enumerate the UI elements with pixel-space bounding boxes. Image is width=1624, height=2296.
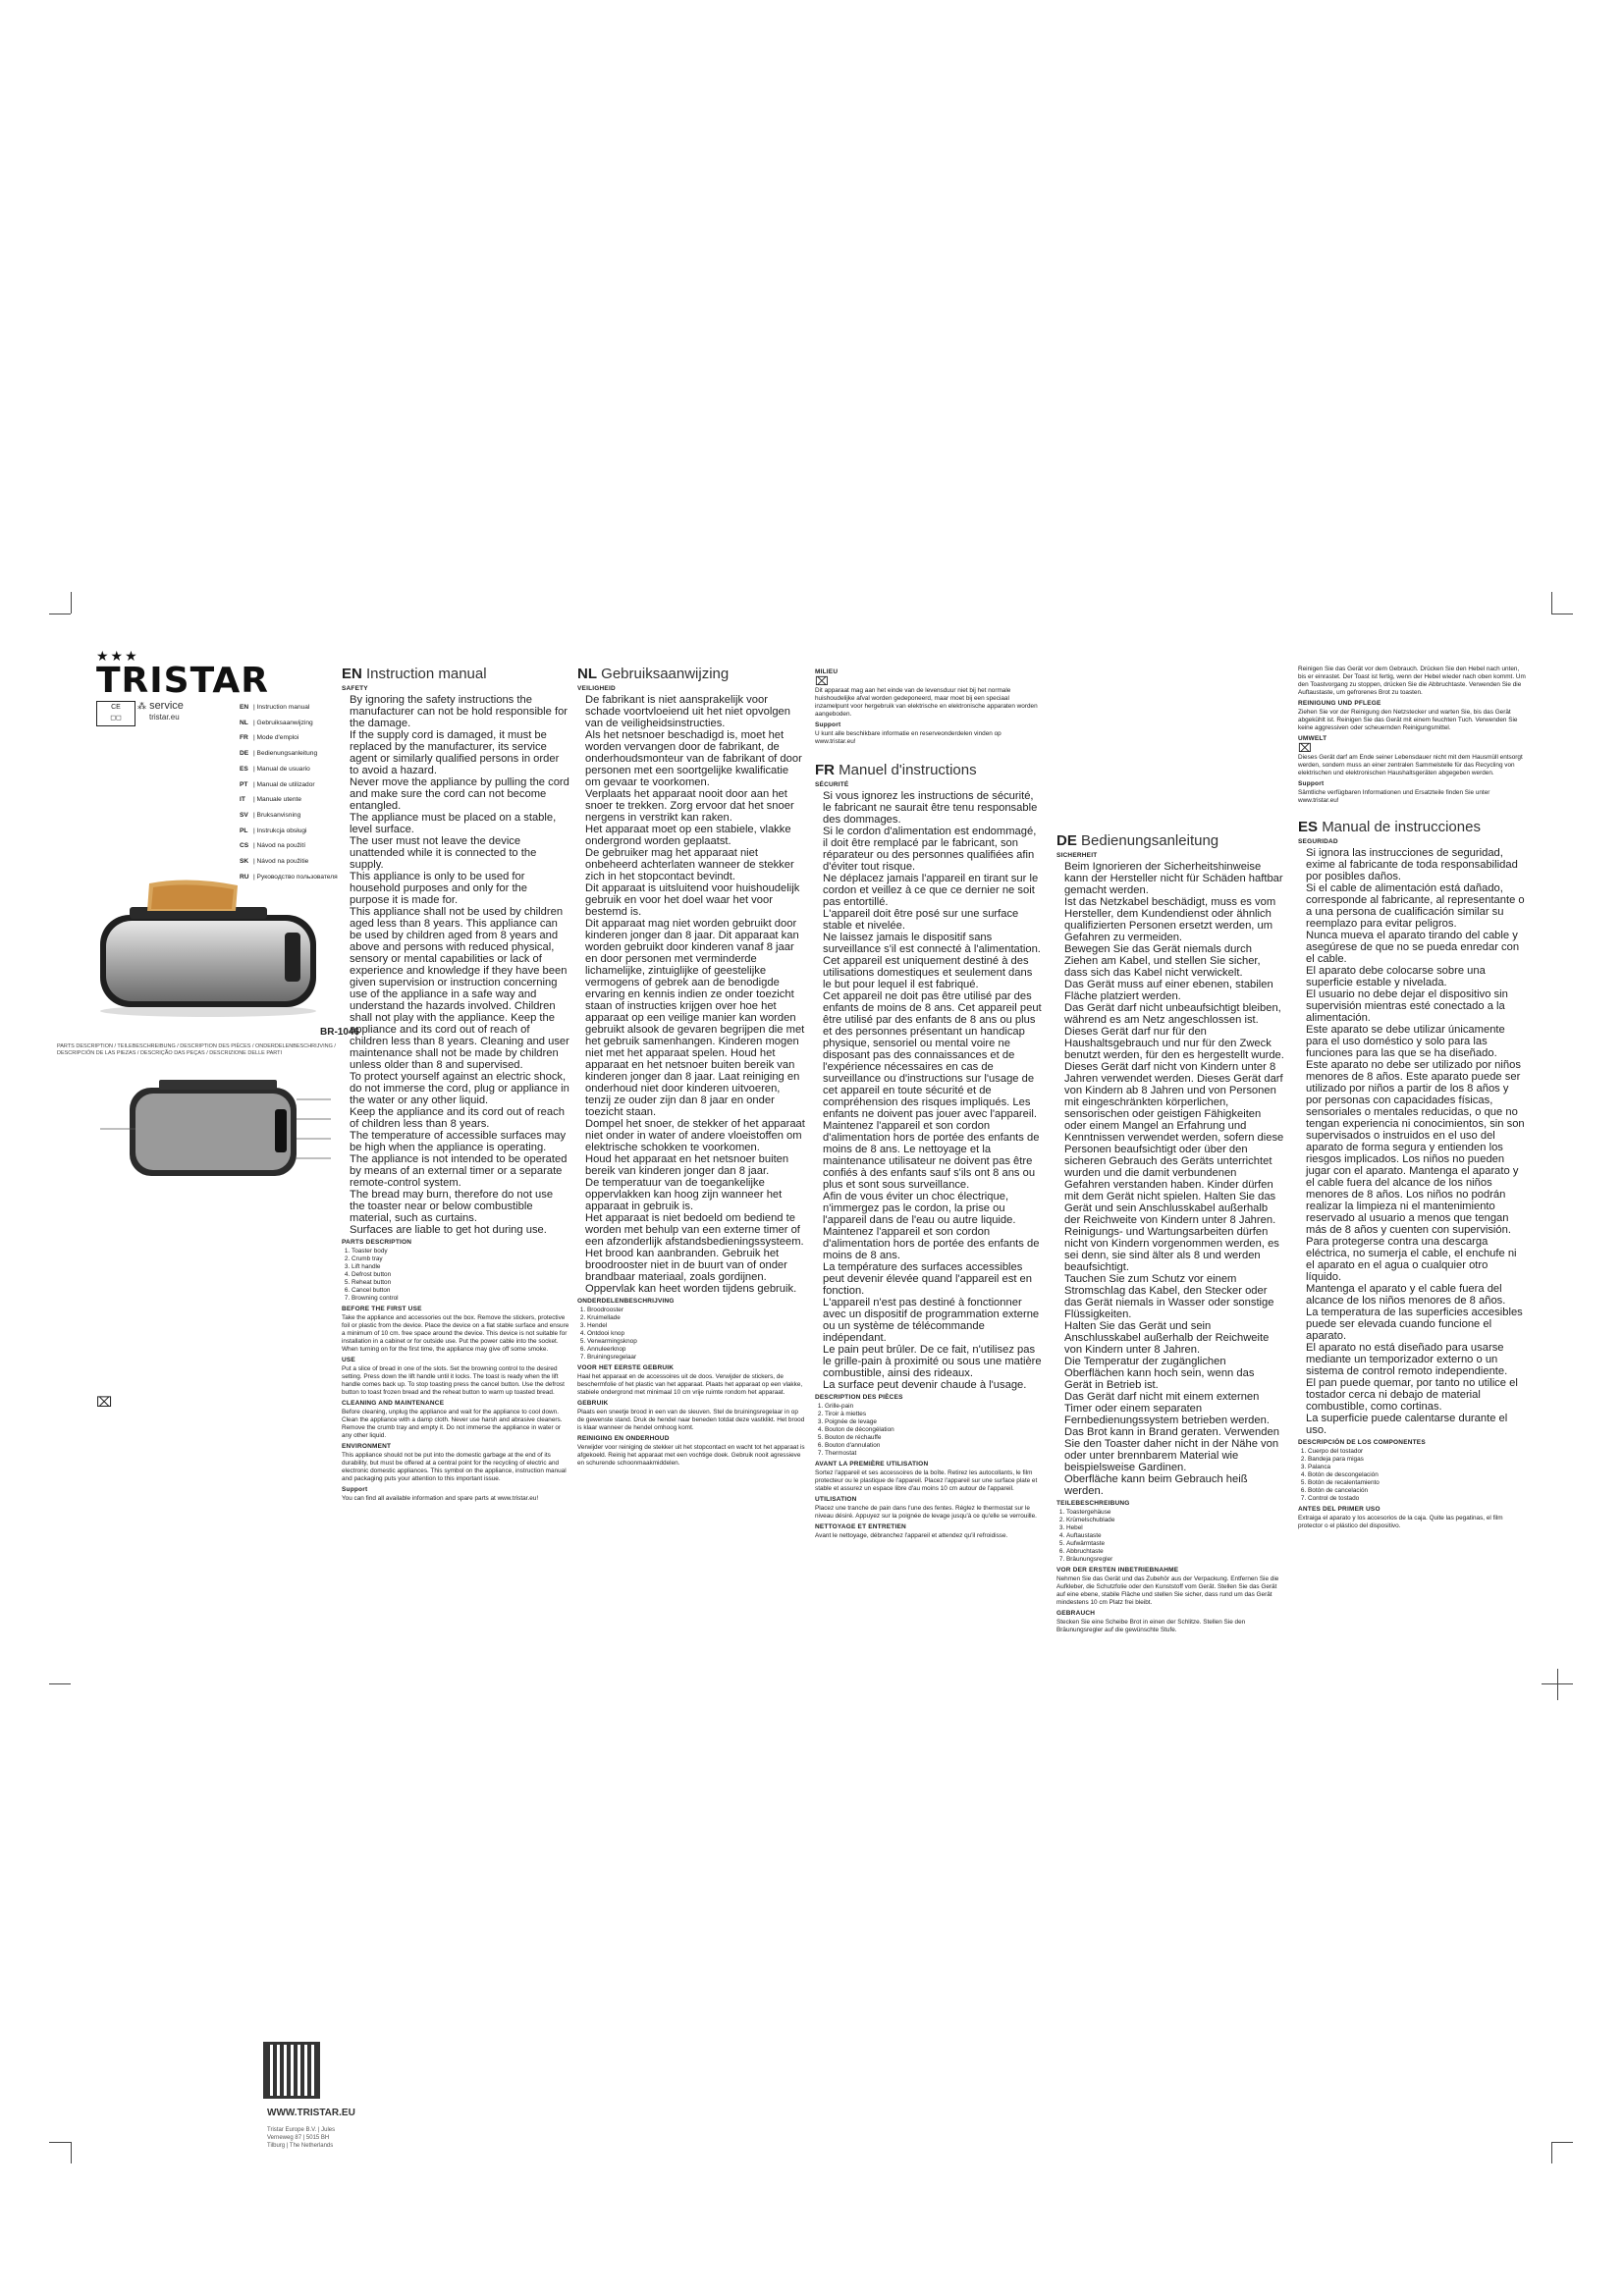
list-item: • El aparato debe colocarse sobre una superficie estable y nivelada. <box>1306 965 1526 988</box>
list-item: 2. Krümelschublade <box>1066 1517 1284 1524</box>
parts-caption: PARTS DESCRIPTION / TEILEBESCHREIBUNG / DESCRIPTION DES PIÈCES / ONDERDELENBESCHRIJVING / DESCRIPCIÓN DE LAS PIEZAS / DESCRIÇÃO DAS PEÇAS / DESCRIZIONE DELLE PARTI <box>57 1043 336 1056</box>
list-item: • El usuario no debe dejar el dispositivo sin supervisión mientras esté conectado a la alimentación. <box>1306 988 1526 1024</box>
list-item: 4. Defrost button <box>352 1271 569 1279</box>
brand-block <box>96 648 269 701</box>
list-item: 5. Bouton de réchauffe <box>825 1434 1043 1442</box>
list-item: • Het brood kan aanbranden. Gebruik het broodrooster niet in de buurt van of onder brandbaar materiaal, zoals gordijnen. <box>585 1248 805 1283</box>
parts-list <box>577 1307 805 1362</box>
support-text: You can find all available information and spare parts at www.tristar.eu! <box>342 1495 539 1502</box>
cleaning-heading: REINIGUNG UND PFLEGE <box>1298 700 1381 707</box>
list-item: 1. Cuerpo del tostador <box>1308 1448 1526 1456</box>
list-item: 1. Toastergehäuse <box>1066 1509 1284 1517</box>
language-list <box>240 700 338 884</box>
cleaning-text: Avant le nettoyage, débranchez l'appareil et attendez qu'il refroidisse. <box>815 1531 1008 1539</box>
language-item: CS | Návod na použití <box>240 842 306 850</box>
before-first-use-heading: VOR DER ERSTEN INBETRIEBNAHME <box>1056 1567 1179 1574</box>
list-item: 7. Thermostat <box>825 1450 1043 1458</box>
list-item: 2. Crumb tray <box>352 1255 569 1263</box>
list-item: 5. Botón de recalentamiento <box>1308 1479 1526 1487</box>
list-item: 3. Poignée de levage <box>825 1418 1043 1426</box>
environment-heading: MILIEU <box>815 668 839 675</box>
support-heading: Support <box>1298 779 1325 787</box>
list-item: 1. Toaster body <box>352 1248 569 1255</box>
before-first-use-text: Take the appliance and accessories out the box. Remove the stickers, protective foil or plastic from the device. Place the device on a flat stable surface and ensure a minimum of 10 cm. free space around the device. This device is not suitable for installation in a cabinet or for outside use. Put the power cable into the socket. When turning on for the first time, the appliance may give off some smoke. <box>342 1314 569 1353</box>
list-item: 4. Auftaustaste <box>1066 1532 1284 1540</box>
list-item: • Tauchen Sie zum Schutz vor einem Stromschlag das Kabel, den Stecker oder das Gerät niemals in Wasser oder sonstige Flüssigkeiten. <box>1064 1273 1284 1320</box>
crop-mark <box>1551 592 1552 614</box>
language-item: DE | Bedienungsanleitung <box>240 750 318 758</box>
cleaning-text: Ziehen Sie vor der Reinigung den Netzstecker und warten Sie, bis das Gerät abgekühlt ist. Reinigen Sie das Gerät mit einem feuchten Tuch. Verwenden Sie keine aggressiven oder scheuernden Reinigungsmittel. <box>1298 709 1518 731</box>
list-item: • Dieses Gerät darf nicht von Kindern unter 8 Jahren verwendet werden. Dieses Gerät darf von Kindern ab 8 Jahren und von Personen mit eingeschränkten körperlichen, sensorischen oder geistigen Fähigkeiten oder einem Mangel an Erfahrung und Kenntnissen verwendet werden, sofern diese Personen beaufsichtigt oder über den sicheren Gebrauch des Geräts unterrichtet wurden und die damit verbundenen Gefahren verstanden haben. Kinder dürfen mit dem Gerät nicht spielen. Halten Sie das Gerät und sein Anschlusskabel außerhalb der Reichweite von Kindern unter 8 Jahren. Reinigungs- und Wartungsarbeiten dürfen nicht von Kindern vorgenommen werden, es sei denn, sie sind älter als 8 und werden beaufsichtigt. <box>1064 1061 1284 1273</box>
section-title-en: EN Instruction manual <box>342 666 487 682</box>
list-item: • Keep the appliance and its cord out of reach of children less than 8 years. <box>350 1106 569 1130</box>
use-heading: UTILISATION <box>815 1495 857 1503</box>
list-item: • The user must not leave the device unattended while it is connected to the supply. <box>350 835 569 871</box>
list-item: • Para protegerse contra una descarga eléctrica, no sumerja el cable, el enchufe ni el aparato en el agua o cualquier otro líquido. <box>1306 1236 1526 1283</box>
list-item: • Oberfläche kann beim Gebrauch heiß werden. <box>1064 1473 1284 1497</box>
list-item: • De gebruiker mag het apparaat niet onbeheerd achterlaten wanneer de stekker zich in het stopcontact bevindt. <box>585 847 805 882</box>
list-item: • Het apparaat moet op een stabiele, vlakke ondergrond worden geplaatst. <box>585 824 805 847</box>
list-item: • Das Gerät darf nicht mit einem externen Timer oder einem separaten Fernbedienungssystem betrieben werden. <box>1064 1391 1284 1426</box>
list-item: 6. Abbruchtaste <box>1066 1548 1284 1556</box>
language-item: ES | Manual de usuario <box>240 765 310 773</box>
brand-logo: TRISTAR <box>96 661 269 701</box>
parts-list <box>1298 1448 1526 1503</box>
list-item: • If the supply cord is damaged, it must be replaced by the manufacturer, its service agent or similarly qualified persons in order to avoid a hazard. <box>350 729 569 776</box>
parts-heading: DESCRIPCIÓN DE LOS COMPONENTES <box>1298 1438 1426 1446</box>
list-item: 6. Annuleerknop <box>587 1346 805 1354</box>
use-text: Plaats een sneetje brood in een van de sleuven. Stel de bruiningsregelaar in op de gewenste stand. Druk de hendel naar beneden totdat deze vastklikt. Het brood is klaar wanneer de hendel omhoog komt. <box>577 1409 805 1431</box>
list-item: • El pan puede quemar, por tanto no utilice el tostador cerca ni debajo de material combustible, como cortinas. <box>1306 1377 1526 1413</box>
list-item: • Si ignora las instrucciones de seguridad, exime al fabricante de toda responsabilidad por posibles daños. <box>1306 847 1526 882</box>
crop-mark <box>49 2142 71 2143</box>
list-item: 6. Cancel button <box>352 1287 569 1295</box>
safety-list <box>1298 847 1526 1436</box>
list-item: • Halten Sie das Gerät und sein Anschlusskabel außerhalb der Reichweite von Kindern unter 8 Jahren. <box>1064 1320 1284 1356</box>
list-item: • Le pain peut brûler. De ce fait, n'utilisez pas le grille-pain à proximité ou sous une matière combustible, ainsi des rideaux. <box>823 1344 1043 1379</box>
list-item: • Este aparato no debe ser utilizado por niños menores de 8 años. Este aparato puede ser utilizado por niños a partir de los 8 años y por personas con capacidades físicas, sensoriales o mentales reducidas, o que no tengan experiencia ni conocimientos, sin son supervisados o instruidos en el uso del aparato de forma segura y entienden los riesgos implicados. Los niños no pueden jugar con el aparato. Mantenga el aparato y el cable fuera del alcance de los niños menores de 8 años. Los niños no podrán realizar la limpieza ni el mantenimiento reservado al usuario a menos que tengan más de 8 años y cuenten con supervisión. <box>1306 1059 1526 1236</box>
parts-list <box>815 1403 1043 1458</box>
list-item: 6. Botón de cancelación <box>1308 1487 1526 1495</box>
before-first-use-heading: BEFORE THE FIRST USE <box>342 1306 422 1312</box>
list-item: • Dit apparaat is uitsluitend voor huishoudelijk gebruik en voor het doel waar het voor bestemd is. <box>585 882 805 918</box>
column-fr <box>815 666 1043 1947</box>
list-item: • Verplaats het apparaat nooit door aan het snoer te trekken. Zorg ervoor dat het snoer nergens in verstrikt kan raken. <box>585 788 805 824</box>
language-item: SV | Bruksanvisning <box>240 811 301 819</box>
list-item: • The bread may burn, therefore do not use the toaster near or below combustible material, such as curtains. <box>350 1189 569 1224</box>
parts-heading: TEILEBESCHREIBUNG <box>1056 1500 1130 1507</box>
before-first-use-heading: AVANT LA PREMIÈRE UTILISATION <box>815 1460 929 1468</box>
list-item: 7. Control de tostado <box>1308 1495 1526 1503</box>
list-item: • Dompel het snoer, de stekker of het apparaat niet onder in water of andere vloeistoffen om elektrische schokken te voorkomen. <box>585 1118 805 1153</box>
safety-heading: SICHERHEIT <box>1056 852 1098 859</box>
list-item: • Ne déplacez jamais l'appareil en tirant sur le cordon et veillez à ce que ce dernier ne soit pas entortillé. <box>823 873 1043 908</box>
column-de <box>1056 666 1284 1947</box>
list-item: 4. Botón de descongelación <box>1308 1471 1526 1479</box>
section-title-es: ES Manual de instrucciones <box>1298 818 1481 835</box>
model-number: BR-1046 <box>320 1027 360 1038</box>
cleaning-text: Verwijder voor reiniging de stekker uit het stopcontact en wacht tot het apparaat is afgekoeld. Reinig het apparaat met een vochtige doek. Gebruik nooit agressieve en schurende schoonmaakmiddelen. <box>577 1444 805 1467</box>
cleaning-heading: REINIGING EN ONDERHOUD <box>577 1435 670 1442</box>
list-item: • Si el cable de alimentación está dañado, corresponde al fabricante, al representante o a una persona de cualificación similar su reemplazo para evitar peligros. <box>1306 882 1526 930</box>
language-item: EN | Instruction manual <box>240 704 310 711</box>
list-item: 6. Bouton d'annulation <box>825 1442 1043 1450</box>
service-block <box>137 701 184 722</box>
crop-mark <box>1551 2142 1552 2163</box>
list-item: • The appliance must be placed on a stable, level surface. <box>350 812 569 835</box>
environment-text: Dieses Gerät darf am Ende seiner Lebensdauer nicht mit dem Hausmüll entsorgt werden, sondern muss an einer zentralen Sammelstelle für das Recycling von elektrischen und elektronischen Haushaltsgeräten abgegeben werden. <box>1298 753 1523 776</box>
company-address: Tristar Europe B.V. | Jules Verneweg 87 | 5015 BH Tilburg | The Netherlands <box>267 2127 336 2149</box>
list-item: • The appliance is not intended to be operated by means of an external timer or a separate remote-control system. <box>350 1153 569 1189</box>
before-first-use-text: Extraiga el aparato y los accesorios de la caja. Quite las pegatinas, el film protector o el plástico del dispositivo. <box>1298 1514 1503 1529</box>
parts-diagram <box>90 1070 346 1188</box>
language-item: RU | Руководство пользователя <box>240 873 338 881</box>
language-item: FR | Mode d'emploi <box>240 734 299 742</box>
column-en <box>342 666 569 1947</box>
list-item: • La surface peut devenir chaude à l'usage. <box>823 1379 1043 1391</box>
safety-list <box>577 694 805 1295</box>
safety-heading: SÉCURITÉ <box>815 780 849 788</box>
safety-heading: SEGURIDAD <box>1298 837 1338 845</box>
list-item: • Nunca mueva el aparato tirando del cable y asegúrese de que no se pueda enredar con el cable. <box>1306 930 1526 965</box>
list-item: 1. Broodrooster <box>587 1307 805 1314</box>
parts-heading: ONDERDELENBESCHRIJVING <box>577 1298 675 1305</box>
list-item: 1. Grille-pain <box>825 1403 1043 1411</box>
before-first-use-text: Nehmen Sie das Gerät und das Zubehör aus der Verpackung. Entfernen Sie die Aufkleber, die Schutzfolie oder den Kunststoff vom Gerät. Stellen Sie das Gerät auf eine ebene, stabile Fläche und stellen Sie sicher, dass rund um das Gerät mindestens 10 cm Platz frei bleibt. <box>1056 1575 1279 1606</box>
list-item: • Ist das Netzkabel beschädigt, muss es vom Hersteller, dem Kundendienst oder ähnlich qualifizierten Personen ersetzt werden, um Gefahren zu vermeiden. <box>1064 896 1284 943</box>
support-text: Sämtliche verfügbaren Informationen und Ersatzteile finden Sie unter www.tristar.eu! <box>1298 788 1490 804</box>
toaster-product-image <box>90 874 326 1021</box>
list-item: • De fabrikant is niet aansprakelijk voor schade voortvloeiend uit het niet opvolgen van de veiligheidsinstructies. <box>585 694 805 729</box>
environment-text: This appliance should not be put into the domestic garbage at the end of its durability, but must be offered at a central point for the recycling of electric and electronic domestic appliances. This symbol on the appliance, instruction manual and packaging puts your attention to this important issue. <box>342 1452 567 1482</box>
column-nl <box>577 666 805 1947</box>
parts-list <box>1056 1509 1284 1564</box>
language-item: SK | Návod na použitie <box>240 858 309 866</box>
use-text: Placez une tranche de pain dans l'une des fentes. Réglez le thermostat sur le niveau désiré. Appuyez sur la poignée de levage jusqu'à ce qu'elle se verrouille. <box>815 1504 1037 1520</box>
service-title: service <box>149 700 184 712</box>
weee-bin-icon: ⌧ <box>96 1394 113 1410</box>
use-text: Put a slice of bread in one of the slots. Set the browning control to the desired setting. Press down the lift handle until it locks. The toast is ready when the lift handle comes back up. To stop toasting press the cancel button. Use the defrost button to toast frozen bread and the reheat button to warm up toasted bread. <box>342 1365 565 1396</box>
safety-heading: VEILIGHEID <box>577 685 616 692</box>
service-url: tristar.eu <box>149 713 180 721</box>
parts-list <box>342 1248 569 1303</box>
list-item: 5. Aufwärmtaste <box>1066 1540 1284 1548</box>
list-item: • De temperatuur van de toegankelijke oppervlakken kan hoog zijn wanneer het apparaat in gebruik is. <box>585 1177 805 1212</box>
list-item: • Si vous ignorez les instructions de sécurité, le fabricant ne saurait être tenu responsable des dommages. <box>823 790 1043 826</box>
list-item: • Este aparato se debe utilizar únicamente para el uso doméstico y solo para las funciones para las que se ha diseñado. <box>1306 1024 1526 1059</box>
list-item: • Dieses Gerät darf nur für den Haushaltsgebrauch und nur für den Zweck benutzt werden, für den es hergestellt wurde. <box>1064 1026 1284 1061</box>
use-heading: USE <box>342 1357 355 1363</box>
support-text: U kunt alle beschikbare informatie en reserveonderdelen vinden op www.tristar.eu! <box>815 729 1001 745</box>
weee-bin-icon: ⌧ <box>1298 741 1312 755</box>
list-item: • Die Temperatur der zugänglichen Oberflächen kann hoch sein, wenn das Gerät in Betrieb ist. <box>1064 1356 1284 1391</box>
list-item: • Ne laissez jamais le dispositif sans surveillance s'il est connecté à l'alimentation. <box>823 932 1043 955</box>
list-item: • El aparato no está diseñado para usarse mediante un temporizador externo o un sistema de control remoto independiente. <box>1306 1342 1526 1377</box>
before-first-use-heading: VOOR HET EERSTE GEBRUIK <box>577 1364 675 1371</box>
list-item: • Het apparaat is niet bedoeld om bediend te worden met behulp van een externe timer of een afzonderlijk afstandsbedieningssysteem. <box>585 1212 805 1248</box>
list-item: • Das Gerät darf nicht unbeaufsichtigt bleiben, während es am Netz angeschlossen ist. <box>1064 1002 1284 1026</box>
crop-mark <box>1551 2142 1573 2143</box>
list-item: 7. Bruiningsregelaar <box>587 1354 805 1362</box>
crop-mark <box>71 2142 72 2163</box>
list-item: 2. Tiroir à miettes <box>825 1411 1043 1418</box>
safety-heading: SAFETY <box>342 685 368 692</box>
list-item: 3. Palanca <box>1308 1464 1526 1471</box>
list-item: • This appliance shall not be used by children aged less than 8 years. This appliance can be used by children aged from 8 years and above and persons with reduced physical, sensory or mental capabilities or lack of experience and knowledge if they have been given supervision or instruction concerning use of the appliance in a safe way and understand the hazards involved. Children shall not play with the appliance. Keep the appliance and its cord out of reach of children less than 8 years. Cleaning and user maintenance shall not be made by children unless older than 8 and supervised. <box>350 906 569 1071</box>
list-item: 7. Bräunungsregler <box>1066 1556 1284 1564</box>
list-item: • Oppervlak kan heet worden tijdens gebruik. <box>585 1283 805 1295</box>
safety-list <box>1056 861 1284 1497</box>
list-item: • Mantenga el aparato y el cable fuera del alcance de los niños menores de 8 años. <box>1306 1283 1526 1307</box>
environment-text: Dit apparaat mag aan het einde van de levensduur niet bij het normale huishoudelijke afval worden gedeponeerd, maar moet bij een speciaal inzamelpunt voor hergebruik van elektrische en elektronische apparaten worden aangeboden. <box>815 686 1038 718</box>
language-item: PT | Manual de utilizador <box>240 780 315 788</box>
list-item: • Bewegen Sie das Gerät niemals durch Ziehen am Kabel, und stellen Sie sicher, dass sich das Kabel nicht verwickelt. <box>1064 943 1284 979</box>
de-use-continued-text: Reinigen Sie das Gerät vor dem Gebrauch. Drücken Sie den Hebel nach unten, bis er einrastet. Der Toast ist fertig, wenn der Hebel wieder nach oben kommt. Um den Toastvorgang zu stoppen, drücken Sie die Abbruchtaste. Verwenden Sie die Auftaustaste, um gefrorenes Brot zu toasten. <box>1298 666 1526 696</box>
list-item: 2. Kruimellade <box>587 1314 805 1322</box>
list-item: • Surfaces are liable to get hot during use. <box>350 1224 569 1236</box>
list-item: 3. Hebel <box>1066 1524 1284 1532</box>
environment-heading: UMWELT <box>1298 735 1327 742</box>
list-item: • The temperature of accessible surfaces may be high when the appliance is operating. <box>350 1130 569 1153</box>
list-item: • Das Gerät muss auf einer ebenen, stabilen Fläche platziert werden. <box>1064 979 1284 1002</box>
section-title-de: DE Bedienungsanleitung <box>1056 832 1219 849</box>
list-item: 5. Verwarmingsknop <box>587 1338 805 1346</box>
list-item: • Maintenez l'appareil et son cordon d'alimentation hors de portée des enfants de moins de 8 ans. <box>823 1226 1043 1261</box>
list-item: • Cet appareil est uniquement destiné à des utilisations domestiques et seulement dans le but pour lequel il est fabriqué. <box>823 955 1043 990</box>
list-item: • Houd het apparaat en het netsnoer buiten bereik van kinderen jonger dan 8 jaar. <box>585 1153 805 1177</box>
list-item: 5. Reheat button <box>352 1279 569 1287</box>
list-item: • Dit apparaat mag niet worden gebruikt door kinderen jonger dan 8 jaar. Dit apparaat kan worden gebruikt door kinderen vanaf 8 jaar en door personen met verminderde lichamelijke, zintuiglijke of geestelijke vermogens of gebrek aan de benodigde ervaring en kennis indien ze onder toezicht staan of instructies krijgen over hoe het apparaat op een veilige manier kan worden gebruikt alsook de gevaren begrijpen die met het gebruik samenhangen. Kinderen mogen niet met het apparaat spelen. Houd het apparaat en het netsnoer buiten bereik van kinderen jonger dan 8 jaar. Laat reiniging en onderhoud niet door kinderen uitvoeren, tenzij ze ouder zijn dan 8 jaar en onder toezicht staan. <box>585 918 805 1118</box>
list-item: • Als het netsnoer beschadigd is, moet het worden vervangen door de fabrikant, de onderhoudsmonteur van de fabrikant of door personen met een soortgelijke kwalificatie om gevaar te voorkomen. <box>585 729 805 788</box>
language-item: NL | Gebruiksaanwijzing <box>240 719 313 726</box>
before-first-use-text: Haal het apparaat en de accessoires uit de doos. Verwijder de stickers, de beschermfolie of het plastic van het apparaat. Plaats het apparaat op een vlakke, stabiele ondergrond met minimaal 10 cm vrije ruimte rondom het apparaat. <box>577 1373 803 1396</box>
service-icon: ⁂ <box>137 701 146 711</box>
list-item: • This appliance is only to be used for household purposes and only for the purpose it is made for. <box>350 871 569 906</box>
website-label: WWW.TRISTAR.EU <box>267 2108 355 2118</box>
certification-icons <box>96 701 135 726</box>
column-es <box>1298 666 1526 1947</box>
crop-mark <box>49 1683 71 1684</box>
list-item: 2. Bandeja para migas <box>1308 1456 1526 1464</box>
list-item: • Afin de vous éviter un choc électrique, n'immergez pas le cordon, la prise ou l'appareil dans de l'eau ou autre liquide. <box>823 1191 1043 1226</box>
weee-bin-icon: ⌧ <box>815 674 829 688</box>
safety-list <box>342 694 569 1236</box>
cleaning-heading: NETTOYAGE ET ENTRETIEN <box>815 1522 906 1530</box>
section-title-fr: FR Manuel d'instructions <box>815 761 977 778</box>
cleaning-heading: CLEANING AND MAINTENANCE <box>342 1400 445 1407</box>
list-item: • La temperatura de las superficies accesibles puede ser elevada cuando funcione el aparato. <box>1306 1307 1526 1342</box>
crop-mark <box>71 592 72 614</box>
list-item: • Cet appareil ne doit pas être utilisé par des enfants de moins de 8 ans. Cet appareil peut être utilisé par des enfants de 8 ans ou plus et des personnes présentant un handicap physique, sensoriel ou mental voire ne disposant pas des connaissances et de l'expérience nécessaires en cas de surveillance ou d'instructions sur l'usage de cet appareil en toute sécurité et de compréhension des risques impliqués. Les enfants ne doivent pas jouer avec l'appareil. Maintenez l'appareil et son cordon d'alimentation hors de portée des enfants de moins de 8 ans. Le nettoyage et la maintenance utilisateur ne doivent pas être confiés à des enfants sauf s'ils ont 8 ans ou plus et sont sous surveillance. <box>823 990 1043 1191</box>
list-item: 4. Bouton de décongélation <box>825 1426 1043 1434</box>
before-first-use-text: Sortez l'appareil et ses accessoires de la boîte. Retirez les autocollants, le film protecteur ou le plastique de l'appareil. Placez l'appareil sur une surface plate et stable et assurez un espace libre d'au moins 10 cm autour de l'appareil. <box>815 1468 1038 1492</box>
list-item: • L'appareil doit être posé sur une surface stable et nivelée. <box>823 908 1043 932</box>
crop-mark <box>1557 1669 1558 1700</box>
environment-heading: ENVIRONMENT <box>342 1443 392 1450</box>
list-item: 7. Browning control <box>352 1295 569 1303</box>
list-item: • To protect yourself against an electric shock, do not immerse the cord, plug or appliance in the water or any other liquid. <box>350 1071 569 1106</box>
parts-heading: PARTS DESCRIPTION <box>342 1239 412 1246</box>
cleaning-text: Before cleaning, unplug the appliance and wait for the appliance to cool down. Clean the appliance with a damp cloth. Never use harsh and abrasive cleaners. Remove the crumb tray and empty it. Do not immerse the appliance in water or any other liquid. <box>342 1409 563 1439</box>
brand-stars: ★★★ <box>96 648 139 664</box>
section-title-nl: NL Gebruiksaanwijzing <box>577 666 730 682</box>
list-item: • Beim Ignorieren der Sicherheitshinweise kann der Hersteller nicht für Schäden haftbar gemacht werden. <box>1064 861 1284 896</box>
parts-heading: DESCRIPTION DES PIÈCES <box>815 1393 903 1401</box>
list-item: • La superficie puede calentarse durante el uso. <box>1306 1413 1526 1436</box>
list-item: • Never move the appliance by pulling the cord and make sure the cord can not become entangled. <box>350 776 569 812</box>
use-heading: GEBRUIK <box>577 1400 609 1407</box>
use-heading: GEBRAUCH <box>1056 1610 1096 1617</box>
before-first-use-heading: ANTES DEL PRIMER USO <box>1298 1505 1380 1513</box>
list-item: 4. Ontdooi knop <box>587 1330 805 1338</box>
rohs-icon: ◻◻ <box>110 715 122 721</box>
ce-mark-icon: CE <box>111 704 121 711</box>
list-item: • Das Brot kann in Brand geraten. Verwenden Sie den Toaster daher nicht in der Nähe von oder unter brennbarem Material wie beispielsweise Gardinen. <box>1064 1426 1284 1473</box>
support-heading: Support <box>815 721 841 728</box>
language-item: PL | Instrukcja obsługi <box>240 827 307 834</box>
list-item: • La température des surfaces accessibles peut devenir élevée quand l'appareil est en fonction. <box>823 1261 1043 1297</box>
safety-list <box>815 790 1043 1391</box>
use-text: Stecken Sie eine Scheibe Brot in einen der Schlitze. Stellen Sie den Bräunungsregler auf die gewünschte Stufe. <box>1056 1619 1246 1633</box>
list-item: 3. Lift handle <box>352 1263 569 1271</box>
qr-code-icon <box>263 2042 320 2099</box>
list-item: • L'appareil n'est pas destiné à fonctionner avec un dispositif de programmation externe ou un système de télécommande indépendant. <box>823 1297 1043 1344</box>
list-item: • By ignoring the safety instructions the manufacturer can not be hold responsible for the damage. <box>350 694 569 729</box>
list-item: 3. Hendel <box>587 1322 805 1330</box>
support-heading: Support <box>342 1486 368 1493</box>
list-item: • Si le cordon d'alimentation est endommagé, il doit être remplacé par le fabricant, son réparateur ou des personnes qualifiées afin d'éviter tout risque. <box>823 826 1043 873</box>
language-item: IT | Manuale utente <box>240 796 302 804</box>
